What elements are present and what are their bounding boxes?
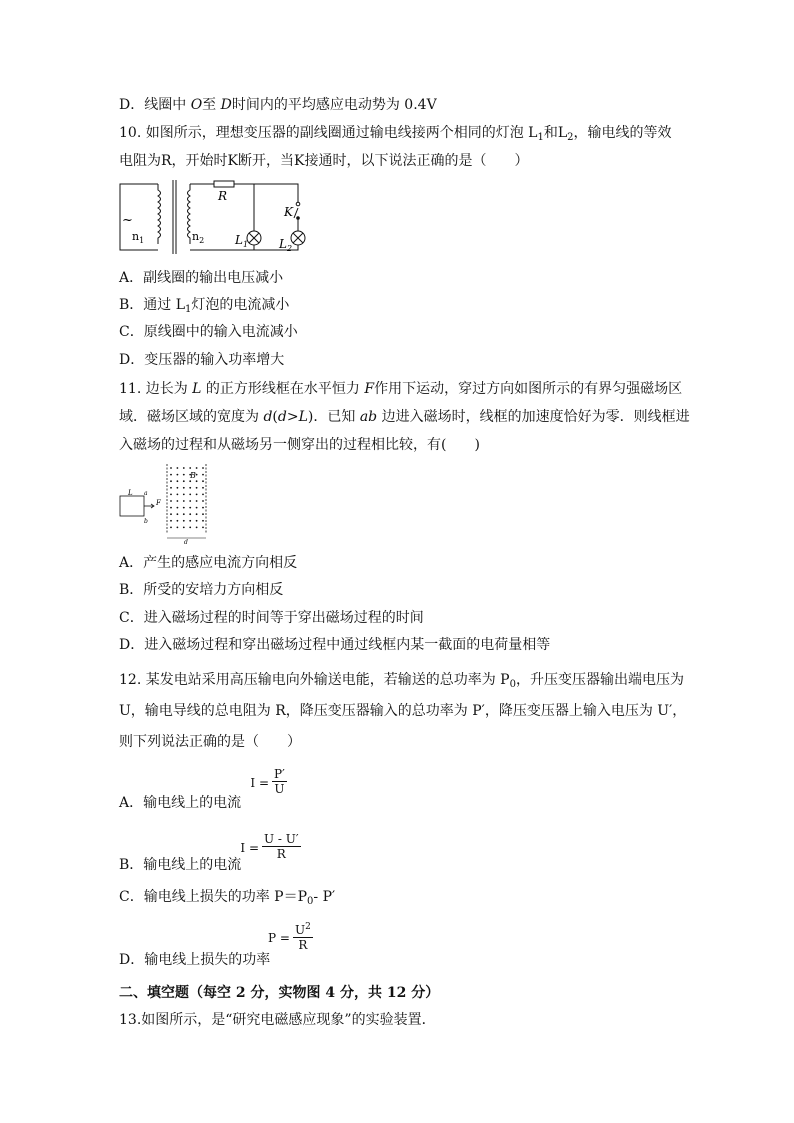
field-dot — [177, 494, 179, 496]
field-dot — [170, 467, 172, 469]
label-l1: $L_1$ — [235, 233, 249, 249]
field-dot — [202, 480, 204, 482]
q13-stem: 13.如图所示，是“研究电磁感应现象”的实验装置． — [119, 1012, 436, 1028]
q10-stem-line2: 电阻为R，开始时K断开，当K接通时，以下说法正确的是（ ） — [119, 153, 529, 169]
field-dot — [183, 520, 185, 522]
label-fig-a: a — [144, 490, 148, 497]
field-dot — [196, 507, 198, 509]
field-dot — [202, 520, 204, 522]
field-dot — [183, 487, 185, 489]
field-dot — [170, 520, 172, 522]
label-fig-d: d — [184, 539, 188, 546]
field-dot — [177, 507, 179, 509]
field-dot — [183, 467, 185, 469]
q12-option-a: A．输电线上的电流 — [119, 795, 242, 811]
field-dot — [170, 480, 172, 482]
field-dot — [202, 467, 204, 469]
field-dot — [183, 494, 185, 496]
magnetic-field-figure — [118, 462, 218, 546]
field-dot — [170, 500, 172, 502]
transformer-circuit-figure — [118, 178, 318, 258]
q12-option-b: B．输电线上的电流 — [119, 857, 242, 873]
magnetic-field-dots — [170, 467, 204, 528]
q12-stem-line3: 则下列说法正确的是（ ） — [119, 734, 301, 750]
q10-option-b: B．通过 $L_1$灯泡的电流减小 — [119, 297, 290, 315]
field-dot — [196, 467, 198, 469]
field-dot — [202, 487, 204, 489]
q11-option-d: D．进入磁场过程和穿出磁场过程中通过线框内某一截面的电荷量相等 — [119, 637, 551, 653]
field-dot — [196, 513, 198, 515]
field-dot — [189, 507, 191, 509]
ac-symbol: ~ — [122, 213, 133, 228]
field-dot — [189, 500, 191, 502]
field-dot — [183, 480, 185, 482]
label-fig-L: L — [128, 489, 133, 497]
field-dot — [196, 474, 198, 476]
field-dot — [189, 520, 191, 522]
q9-option-d: D．线圈中 O至 D时间内的平均感应电动势为 0.4V — [119, 97, 437, 113]
q11-option-a: A．产生的感应电流方向相反 — [119, 555, 298, 571]
field-dot — [177, 500, 179, 502]
field-dot — [202, 507, 204, 509]
field-dot — [202, 474, 204, 476]
field-dot — [196, 520, 198, 522]
field-dot — [183, 500, 185, 502]
field-dot — [189, 513, 191, 515]
field-dot — [189, 467, 191, 469]
q10-option-d: D．变压器的输入功率增大 — [119, 352, 285, 368]
field-dot — [196, 500, 198, 502]
field-dot — [177, 467, 179, 469]
field-dot — [177, 527, 179, 529]
label-l2: $L_2$ — [279, 237, 293, 253]
q12-option-d: D．输电线上损失的功率 — [119, 952, 271, 968]
label-r: R — [218, 189, 228, 203]
label-n2: $n_2$ — [192, 230, 205, 245]
q11-option-b: B．所受的安培力方向相反 — [119, 582, 284, 598]
field-dot — [177, 513, 179, 515]
field-dot — [170, 513, 172, 515]
field-dot — [196, 527, 198, 529]
field-dot — [183, 513, 185, 515]
field-dot — [170, 474, 172, 476]
field-dot — [202, 513, 204, 515]
label-n1: $n_1$ — [132, 230, 145, 245]
q11-option-c: C．进入磁场过程的时间等于穿出磁场过程的时间 — [119, 610, 424, 626]
q11-stem-line1: 11. 边长为 L 的正方形线框在水平恒力 F作用下运动，穿过方向如图所示的有界匀强磁场区 — [119, 381, 683, 397]
section-heading: 二、填空题（每空 2 分，实物图 4 分，共 12 分） — [119, 985, 440, 1001]
field-dot — [189, 527, 191, 529]
formula-a: I = P′ U — [250, 767, 285, 796]
q10-option-a: A．副线圈的输出电压减小 — [119, 270, 284, 286]
field-dot — [196, 487, 198, 489]
q11-stem-line3: 入磁场的过程和从磁场另一侧穿出的过程相比较，有( ) — [119, 437, 480, 453]
field-dot — [170, 487, 172, 489]
q12-stem-line1: 12. 某发电站采用高压输电向外输送电能，若输送的总功率为 $P_0$，升压变压器输出端电压为 — [119, 672, 684, 690]
field-dot — [170, 494, 172, 496]
label-fig-F: F — [156, 499, 161, 507]
field-dot — [183, 474, 185, 476]
field-dot — [183, 527, 185, 529]
field-dot — [196, 494, 198, 496]
field-dot — [189, 480, 191, 482]
field-dot — [196, 480, 198, 482]
field-dot — [170, 527, 172, 529]
formula-d: P = $U^2$ R — [268, 922, 311, 952]
q11-stem-line2: 域．磁场区域的宽度为 d(d>L)．已知 ab 边进入磁场时，线框的加速度恰好为零．则线框进 — [119, 409, 690, 425]
field-dot — [202, 500, 204, 502]
q10-stem-line1: 10. 如图所示，理想变压器的副线圈通过输电线接两个相同的灯泡 $L_1$和$L_2$，输电线的等效 — [119, 125, 672, 143]
field-dot — [183, 507, 185, 509]
field-dot — [177, 487, 179, 489]
q10-option-c: C．原线圈中的输入电流减小 — [119, 324, 298, 340]
label-fig-b: b — [144, 518, 148, 525]
q12-stem-line2: U，输电导线的总电阻为 R，降压变压器输入的总功率为 P′，降压变压器上输入电压为 U′， — [119, 703, 687, 719]
formula-b: I = U - U′ R — [240, 832, 299, 861]
field-dot — [170, 507, 172, 509]
field-dot — [202, 494, 204, 496]
q12-option-c: C．输电线上损失的功率 $P=P_0-$ P′ — [119, 889, 336, 907]
field-dot — [177, 474, 179, 476]
field-dot — [177, 480, 179, 482]
field-dot — [202, 527, 204, 529]
field-dot — [177, 520, 179, 522]
label-k: K — [284, 205, 293, 219]
field-dot — [189, 494, 191, 496]
field-dot — [189, 487, 191, 489]
label-fig-B: B — [190, 471, 196, 480]
